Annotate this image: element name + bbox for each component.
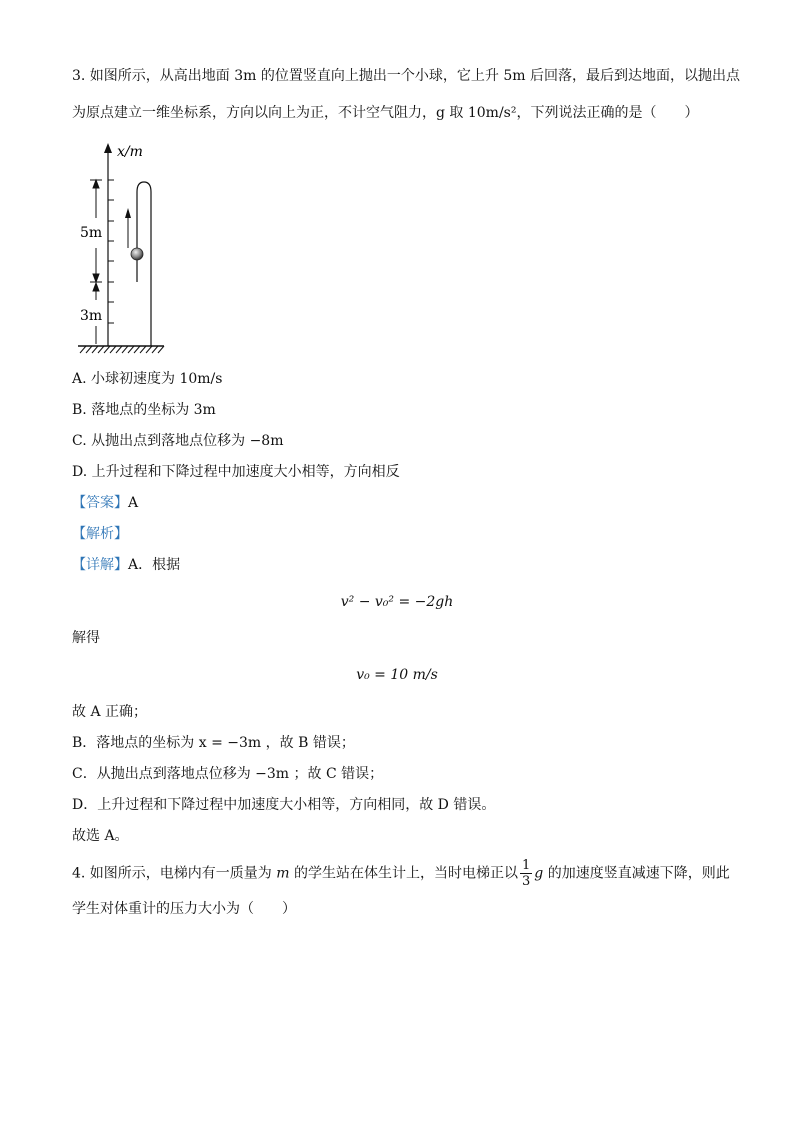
q4-stem-line-1: [72, 858, 730, 889]
q3-stem-line-1: 3. 如图所示，从高出地面 3m 的位置竖直向上抛出一个小球，它上升 5m 后回落，最后到达地面，以抛出点: [72, 68, 740, 84]
q3-option-a: A. 小球初速度为 10m/s: [72, 371, 223, 387]
answer-tag: 【答案】: [72, 495, 128, 511]
solve-word: 解得: [72, 630, 100, 646]
q3-option-b: B. 落地点的坐标为 3m: [72, 402, 216, 418]
fraction-numerator: 1: [522, 858, 531, 873]
q3-detail-line: [72, 555, 180, 575]
x-axis-arrow: [104, 143, 112, 153]
label-3m: 3m: [80, 308, 103, 324]
q4-text-mid: 的学生站在体生计上，当时电梯正以: [289, 865, 518, 882]
explain-b: B．落地点的坐标为 x = −3m ，故 B 错误；: [72, 735, 355, 751]
final-choice: 故选 A。: [72, 828, 129, 844]
q4-stem-line-2: 学生对体重计的压力大小为（ ）: [72, 901, 296, 917]
ball: [131, 248, 143, 260]
formula-2: v₀ = 10 m/s: [356, 667, 438, 683]
formula-1: v² − v₀² = −2gh: [340, 594, 454, 610]
ground-hatch: [80, 346, 164, 353]
q3-figure: [72, 140, 172, 355]
conclusion-a: 故 A 正确；: [72, 704, 148, 720]
explain-c: C．从抛出点到落地点位移为 −3m ；故 C 错误；: [72, 766, 384, 782]
explain-d: D．上升过程和下降过程中加速度大小相等，方向相同，故 D 错误。: [72, 797, 496, 813]
q3-answer-line: [72, 493, 138, 513]
x-axis-label: x/m: [117, 144, 143, 160]
axis-ticks: [108, 180, 114, 323]
q3-option-c: C. 从抛出点到落地点位移为 −8m: [72, 433, 284, 449]
q3-stem-line-2: 为原点建立一维坐标系，方向以向上为正，不计空气阻力，g 取 10m/s²，下列说法正确的是（ ）: [72, 105, 699, 121]
q4-text-pre: 4. 如图所示，电梯内有一质量为: [72, 865, 277, 882]
q4-text-post: 的加速度竖直减速下降，则此: [543, 865, 730, 882]
q3-option-d: D. 上升过程和下降过程中加速度大小相等，方向相反: [72, 464, 400, 480]
detail-tag: 【详解】: [72, 557, 128, 573]
velocity-arrow-head: [125, 208, 131, 218]
answer-value: A: [128, 495, 139, 511]
fraction-one-third: [520, 858, 532, 889]
mass-symbol: m: [276, 865, 290, 882]
analysis-tag: 【解析】: [72, 526, 128, 542]
detail-intro: A．根据: [128, 557, 181, 573]
fraction-denominator: 3: [522, 874, 531, 889]
trajectory-path: [137, 182, 151, 346]
g-symbol: g: [534, 865, 544, 882]
q3-analysis-line: [72, 524, 128, 544]
label-5m: 5m: [80, 225, 103, 241]
